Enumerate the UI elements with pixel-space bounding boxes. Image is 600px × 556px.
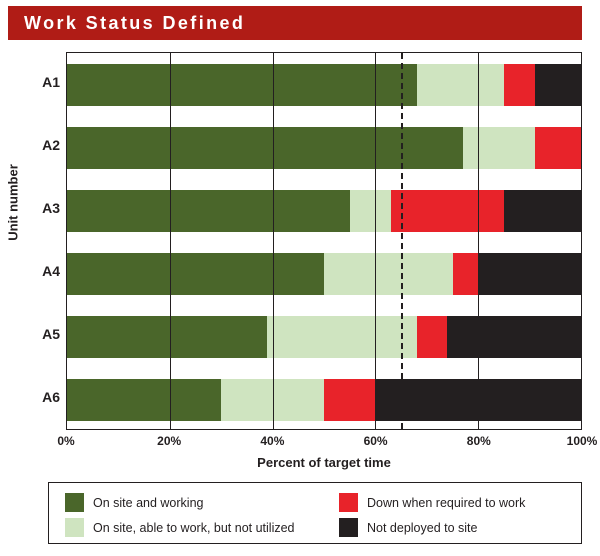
page-title: Work Status Defined xyxy=(24,13,246,33)
legend-swatch-working xyxy=(65,493,84,512)
y-tick-label: A6 xyxy=(42,388,60,405)
legend-swatch-down xyxy=(339,493,358,512)
legend-swatch-not-deployed xyxy=(339,518,358,537)
gridline-overlay xyxy=(478,53,479,429)
bar-row xyxy=(67,64,581,106)
bar-segment xyxy=(67,379,221,421)
legend-label-down: Down when required to work xyxy=(367,495,526,510)
bar-segment xyxy=(417,316,448,358)
bar-segment xyxy=(67,64,417,106)
legend-item-not-deployed xyxy=(339,518,478,537)
x-tick-label: 0% xyxy=(57,434,75,448)
bar-segment xyxy=(67,316,267,358)
bar-segment xyxy=(350,190,391,232)
legend-item-idle xyxy=(65,518,295,537)
bar-segment xyxy=(267,316,416,358)
y-tick-label: A2 xyxy=(42,136,60,153)
y-tick-label: A4 xyxy=(42,262,60,279)
plot-area xyxy=(66,52,582,430)
legend-label-working: On site and working xyxy=(93,495,204,510)
legend-item-working xyxy=(65,493,203,512)
bar-row xyxy=(67,190,581,232)
bar-segment xyxy=(417,64,504,106)
x-tick-label: 20% xyxy=(157,434,182,448)
bar-segment xyxy=(535,64,581,106)
bar-row xyxy=(67,127,581,169)
bar-segment xyxy=(391,190,504,232)
bar-row xyxy=(67,253,581,295)
y-axis-title: Unit number xyxy=(5,164,21,241)
bar-row xyxy=(67,379,581,421)
legend-label-idle: On site, able to work, but not utilized xyxy=(93,520,295,535)
bar-segment xyxy=(447,316,581,358)
legend-swatch-idle xyxy=(65,518,84,537)
bar-segment xyxy=(67,127,463,169)
x-tick-label: 40% xyxy=(260,434,285,448)
bar-segment xyxy=(535,127,581,169)
x-tick-label: 100% xyxy=(566,434,598,448)
bar-row xyxy=(67,316,581,358)
legend-item-down xyxy=(339,493,525,512)
bar-segment xyxy=(324,379,375,421)
y-tick-label: A1 xyxy=(42,73,60,90)
gridline-overlay xyxy=(170,53,171,429)
bar-segment xyxy=(478,253,581,295)
x-tick-label: 60% xyxy=(363,434,388,448)
legend xyxy=(48,482,582,544)
bar-segment xyxy=(324,253,453,295)
bar-segment xyxy=(504,64,535,106)
bar-segment xyxy=(453,253,479,295)
x-tick-label: 80% xyxy=(466,434,491,448)
y-tick-label: A3 xyxy=(42,199,60,216)
y-tick-label: A5 xyxy=(42,325,60,342)
gridline-overlay xyxy=(273,53,274,429)
legend-label-not-deployed: Not deployed to site xyxy=(367,520,478,535)
gridline-overlay xyxy=(375,53,376,429)
target-line xyxy=(401,53,403,429)
x-axis-title: Percent of target time xyxy=(257,455,391,470)
bar-segment xyxy=(67,253,324,295)
bar-segment xyxy=(504,190,581,232)
bar-segment xyxy=(463,127,535,169)
bar-segment xyxy=(67,190,350,232)
title-bar xyxy=(8,6,582,40)
